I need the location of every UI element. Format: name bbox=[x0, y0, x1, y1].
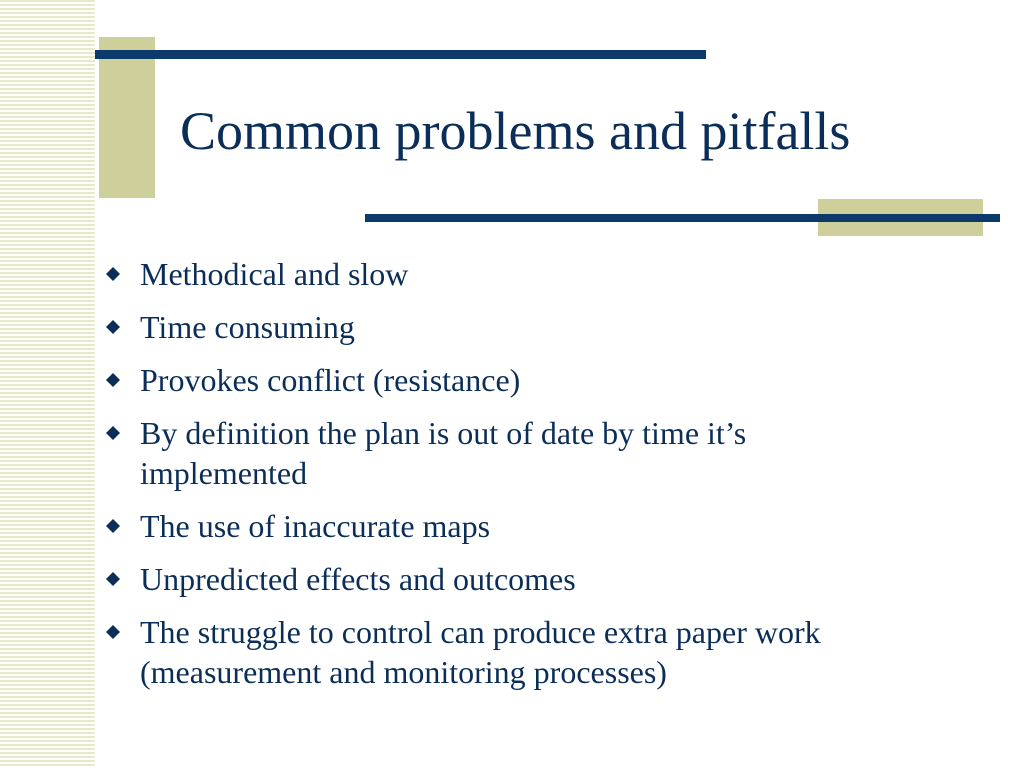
diamond-bullet-icon bbox=[106, 625, 120, 639]
bullet-item bbox=[104, 413, 904, 493]
bullet-item bbox=[104, 559, 904, 599]
decorative-tan-block-left bbox=[99, 37, 155, 198]
bullet-text: Methodical and slow bbox=[140, 256, 409, 292]
diamond-bullet-icon bbox=[106, 267, 120, 281]
diamond-bullet-icon bbox=[106, 426, 120, 440]
bullet-text: The use of inaccurate maps bbox=[140, 508, 491, 544]
slide-title: Common problems and pitfalls bbox=[180, 101, 851, 161]
diamond-bullet-icon bbox=[106, 572, 120, 586]
diamond-bullet-icon bbox=[106, 519, 120, 533]
decorative-rule-top bbox=[95, 50, 706, 59]
bullet-item bbox=[104, 506, 904, 546]
diamond-bullet-icon bbox=[106, 320, 120, 334]
bullet-item bbox=[104, 307, 904, 347]
bullet-item bbox=[104, 360, 904, 400]
bullet-text: Provokes conflict (resistance) bbox=[140, 362, 521, 398]
decorative-stripe-band bbox=[0, 0, 95, 768]
bullet-text: Unpredicted effects and outcomes bbox=[140, 561, 576, 597]
bullet-list bbox=[104, 254, 904, 705]
bullet-text: Time consuming bbox=[140, 309, 355, 345]
decorative-rule-bottom bbox=[365, 214, 1000, 222]
diamond-bullet-icon bbox=[106, 373, 120, 387]
bullet-text: By definition the plan is out of date by time it’s implemented bbox=[140, 415, 747, 491]
bullet-item bbox=[104, 254, 904, 294]
bullet-item bbox=[104, 612, 904, 692]
bullet-text: The struggle to control can produce extra paper work (measurement and monitoring processes) bbox=[140, 614, 821, 690]
